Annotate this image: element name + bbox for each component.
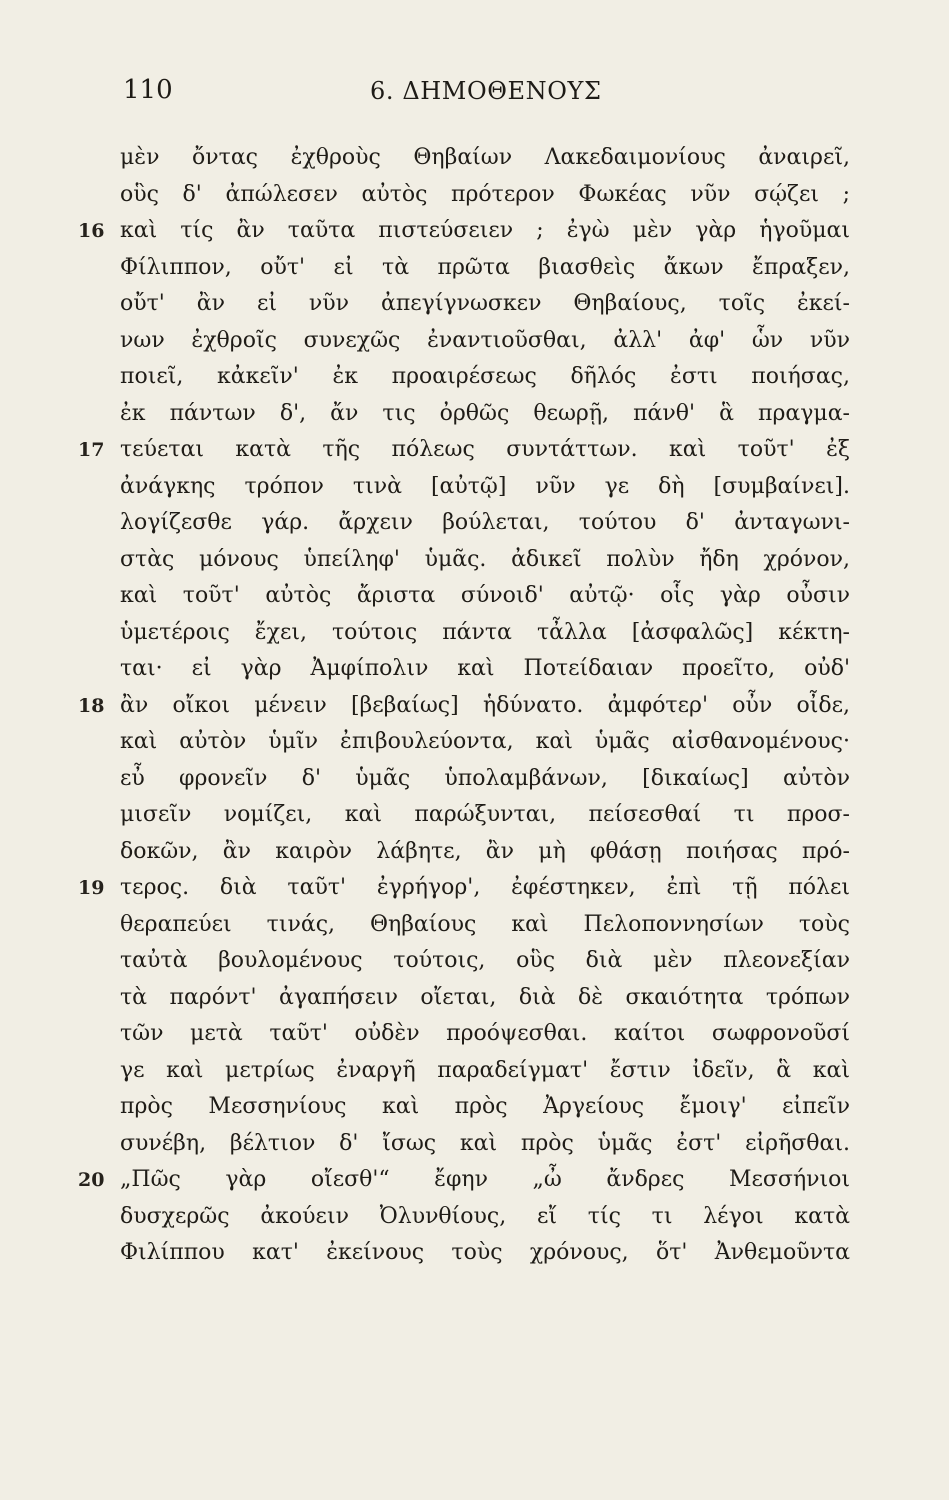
line-text: συνέβη, βέλτιον δ' ἴσως καὶ πρὸς ὑμᾶς ἐστ' εἰρῆσθαι. bbox=[120, 1130, 850, 1156]
line-text: στὰς μόνους ὑπείληφ' ὑμᾶς. ἀδικεῖ πολὺν ἤδη χρόνον, bbox=[120, 546, 850, 572]
line-text: ταὐτὰ βουλομένους τούτοις, οὓς διὰ μὲν πλεονεξίαν bbox=[120, 948, 850, 973]
line-text: „Πῶς γὰρ οἴεσθ'“ ἔφην „ὦ ἄνδρες Μεσσήνιοι bbox=[120, 1167, 850, 1192]
text-line bbox=[0, 396, 949, 433]
line-text: Φιλίππου κατ' ἐκείνους τοὺς χρόνους, ὅτ' Ἀνθεμοῦντα bbox=[120, 1240, 850, 1265]
text-line bbox=[0, 1199, 949, 1236]
line-text: τεύεται κατὰ τῆς πόλεως συντάττων. καὶ τοῦτ' ἐξ bbox=[120, 437, 850, 462]
text-line bbox=[0, 724, 949, 761]
line-text: μισεῖν νομίζει, καὶ παρώξυνται, πείσεσθαί τι προσ- bbox=[120, 802, 850, 827]
line-text: Φίλιππον, οὔτ' εἰ τὰ πρῶτα βιασθεὶς ἄκων ἔπραξεν, bbox=[120, 254, 850, 280]
line-text: πρὸς Μεσσηνίους καὶ πρὸς Ἀργείους ἔμοιγ' εἰπεῖν bbox=[120, 1094, 850, 1119]
text-line bbox=[0, 870, 949, 907]
running-title: 6. ΔΗΜΟΘΕΝΟΥΣ bbox=[370, 77, 602, 105]
line-text: καὶ τοῦτ' αὐτὸς ἄριστα σύνοιδ' αὐτῷ· οἷς γὰρ οὖσιν bbox=[120, 583, 850, 608]
line-text: ποιεῖ, κἀκεῖν' ἐκ προαιρέσεως δῆλός ἐστι ποιήσας, bbox=[120, 364, 850, 389]
line-text: δοκῶν, ἂν καιρὸν λάβητε, ἂν μὴ φθάσῃ ποιήσας πρό- bbox=[120, 838, 850, 864]
text-line bbox=[0, 943, 949, 980]
text-line bbox=[0, 907, 949, 944]
line-text: καὶ τίς ἂν ταῦτα πιστεύσειεν ; ἐγὼ μὲν γὰρ ἡγοῦμαι bbox=[120, 218, 850, 243]
text-line bbox=[0, 1089, 949, 1126]
text-line bbox=[0, 432, 949, 469]
text-line bbox=[0, 359, 949, 396]
text-line bbox=[0, 1126, 949, 1163]
text-line bbox=[0, 250, 949, 287]
text-line bbox=[0, 286, 949, 323]
text-line bbox=[0, 761, 949, 798]
page-number: 110 bbox=[123, 75, 173, 105]
text-line bbox=[0, 542, 949, 579]
line-text: μὲν ὄντας ἐχθροὺς Θηβαίων Λακεδαιμονίους ἀναιρεῖ, bbox=[120, 145, 850, 170]
line-text: καὶ αὐτὸν ὑμῖν ἐπιβουλεύοντα, καὶ ὑμᾶς αἰσθανομένους· bbox=[120, 729, 850, 754]
line-text: ὑμετέροις ἔχει, τούτοις πάντα τἆλλα [ἀσφαλῶς] κέκτη- bbox=[120, 619, 850, 645]
section-number: 16 bbox=[78, 220, 105, 242]
text-line bbox=[0, 1162, 949, 1199]
section-number: 17 bbox=[78, 439, 105, 461]
section-number: 20 bbox=[78, 1169, 105, 1191]
text-line bbox=[0, 140, 949, 177]
text-line bbox=[0, 834, 949, 871]
line-text: ἂν οἴκοι μένειν [βεβαίως] ἡδύνατο. ἀμφότερ' οὖν οἶδε, bbox=[120, 692, 850, 718]
text-line bbox=[0, 469, 949, 506]
section-number: 19 bbox=[78, 877, 105, 899]
text-line bbox=[0, 651, 949, 688]
page-header bbox=[0, 75, 949, 115]
line-text: λογίζεσθε γάρ. ἄρχειν βούλεται, τούτου δ' ἀνταγωνι- bbox=[120, 510, 850, 535]
line-text: εὖ φρονεῖν δ' ὑμᾶς ὑπολαμβάνων, [δικαίως] αὐτὸν bbox=[120, 765, 850, 791]
line-text: ἐκ πάντων δ', ἄν τις ὀρθῶς θεωρῇ, πάνθ' ἃ πραγμα- bbox=[120, 400, 850, 426]
section-number: 18 bbox=[78, 694, 105, 717]
text-line bbox=[0, 505, 949, 542]
line-text: νων ἐχθροῖς συνεχῶς ἐναντιοῦσθαι, ἀλλ' ἀφ' ὧν νῦν bbox=[120, 327, 850, 353]
text-line bbox=[0, 797, 949, 834]
text-line bbox=[0, 177, 949, 214]
line-text: ται· εἰ γὰρ Ἀμφίπολιν καὶ Ποτείδαιαν προεῖτο, οὐδ' bbox=[120, 656, 850, 681]
text-line bbox=[0, 1235, 949, 1272]
line-text: γε καὶ μετρίως ἐναργῆ παραδείγματ' ἔστιν ἰδεῖν, ἃ καὶ bbox=[120, 1057, 850, 1083]
text-line bbox=[0, 615, 949, 652]
line-text: ἀνάγκης τρόπον τινὰ [αὐτῷ] νῦν γε δὴ [συμβαίνει]. bbox=[120, 473, 850, 499]
greek-text-block bbox=[0, 140, 949, 1490]
text-line bbox=[0, 688, 949, 725]
text-line bbox=[0, 578, 949, 615]
line-text: τῶν μετὰ ταῦτ' οὐδὲν προόψεσθαι. καίτοι σωφρονοῦσί bbox=[120, 1021, 850, 1046]
text-line bbox=[0, 1016, 949, 1053]
line-text: οὓς δ' ἀπώλεσεν αὐτὸς πρότερον Φωκέας νῦν σῴζει ; bbox=[120, 181, 850, 207]
line-text: δυσχερῶς ἀκούειν Ὀλυνθίους, εἴ τίς τι λέγοι κατὰ bbox=[120, 1203, 850, 1229]
line-text: οὔτ' ἂν εἰ νῦν ἀπεγίγνωσκεν Θηβαίους, τοῖς ἐκεί- bbox=[120, 291, 850, 316]
text-line bbox=[0, 1053, 949, 1090]
text-line bbox=[0, 213, 949, 250]
text-line bbox=[0, 980, 949, 1017]
line-text: τερος. διὰ ταῦτ' ἐγρήγορ', ἐφέστηκεν, ἐπὶ τῇ πόλει bbox=[120, 875, 850, 900]
line-text: τὰ παρόντ' ἀγαπήσειν οἴεται, διὰ δὲ σκαιότητα τρόπων bbox=[120, 984, 850, 1010]
text-line bbox=[0, 323, 949, 360]
line-text: θεραπεύει τινάς, Θηβαίους καὶ Πελοποννησίων τοὺς bbox=[120, 911, 850, 937]
